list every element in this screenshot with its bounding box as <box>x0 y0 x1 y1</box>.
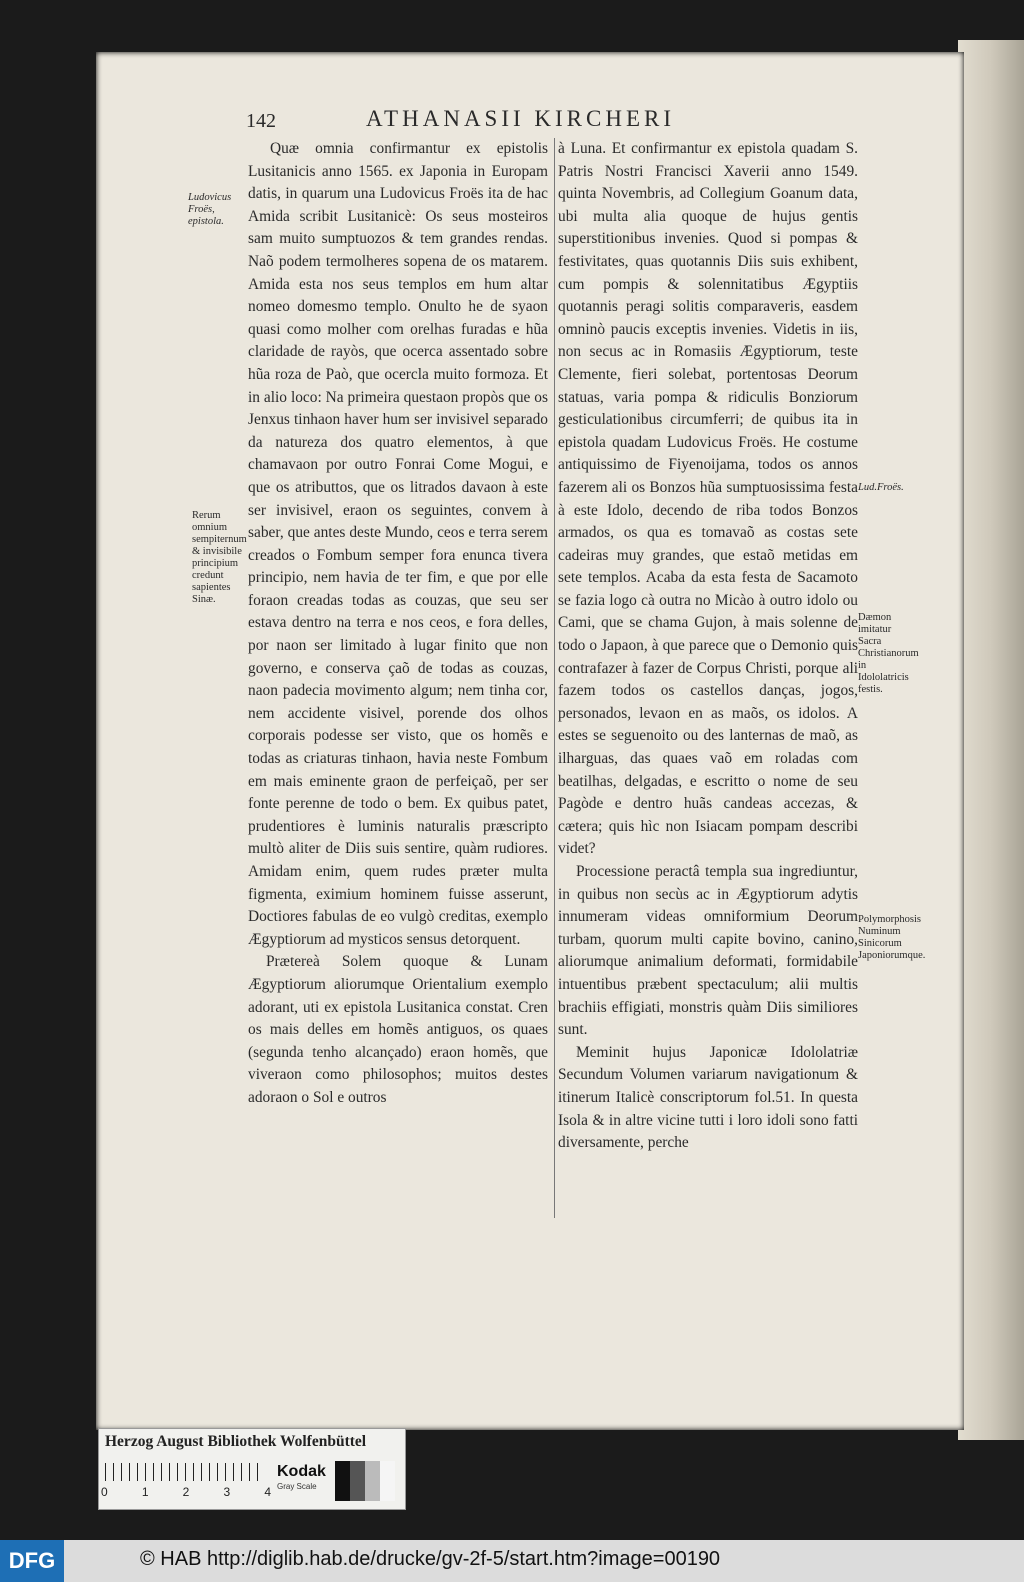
ruler-number: 3 <box>223 1485 231 1499</box>
paragraph: Processione peractâ templa sua ingrediuntur, in quibus non secùs ac in Ægyptiorum adytis innumeram videas omniformium Deorum turbam, quorum multi capite bovino, canino, aliorumque animalium deformati, formidabile intuentibus præbent spectaculum; alii multis brachiis effigiati, monstris quàm Diis similiores sunt. <box>558 863 858 1039</box>
ruler <box>105 1463 265 1481</box>
footer-bar <box>0 1540 1024 1582</box>
margin-note: Dæmon imitatur Sacra Christianorum in Idololatricis festis. <box>858 612 919 695</box>
margin-note: Polymorphosis Numinum Sinicorum Japoniorumque. <box>858 914 926 961</box>
paragraph: Prætereà Solem quoque & Lunam Ægyptiorum aliorumque Orientalium exemplo adorant, uti ex epistola Lusitanica constat. Cren os mais delles em homẽs antiguos, os quaes (segunda tenho alcançado) eraon homẽs, que viveraon como philosophos; muitos destes adoraon o Sol e outros <box>248 953 548 1106</box>
paragraph: Quæ omnia confirmantur ex epistolis Lusitanicis anno 1565. ex Japonia in Europam datis, in quarum una Ludovicus Froës ita de hac Amida scribit Lusitanicè: Os seus mosteiros sam muito sumptuozos & tem grandes rendas. Naõ podem termolheres sopena de os matarem. Amida esta nos seus templos em hum altar nomeo domesmo templo. Onulto he de syaon quasi como molher com orelhas furadas e hũa claridade de rayòs, que ocerca assentado sobre hũa roza de Paò, que ocercla muito formoza. Et in alio loco: Na primeira questaon propòs que os Jenxus tinhaon haver hum ser invisivel separado da natureza dos quatro elementos, à que chamavaon por outro Fonrai Come Mogui, e que os atributtos, que os litrados davaon à este ser invisivel, eraon os seguintes, convem à saber, que antes deste Mundo, ceos e terra serem creados o Fombum semper fora enunca tivera principio, nem havia de ter fim, e que por elle foraon creadas todas as couzas, que seu ser estava dentro na terra e nos ceos, e fora delles, por naon ser limitado à lugar finito que non governo, e conserva çaõ de todas as couzas, naon padecia movimento algum; nem tinha cor, nem accidente visivel, porende dos olhos corporais podesse ser visto, que os homẽs e todas as criaturas tinhaon, havia neste Fombum em mais eminente graon de perfeiçaõ, per ser fonte perenne de todo o bem. Ex quibus patet, prudentiores è luminis naturalis præscripto multò aliter de Diis suis sentire, quàm rudiores. Amidam enim, quem rudes præter multa figmenta, eximium hominem fuisse asserunt, Doctiores fabulas de eo vulgò creditas, exemplo Ægyptiorum ad mysticos sensus detorquent. <box>248 140 548 948</box>
margin-note: Ludovicus Froës, epistola. <box>188 192 232 227</box>
margin-note: Rerum omnium sempiternum & invisibile principium credunt sapientes Sinæ. <box>192 510 247 605</box>
margin-note: Lud.Froës. <box>858 482 904 493</box>
ruler-numbers <box>101 1485 271 1499</box>
left-text-column <box>248 138 548 1110</box>
ruler-number: 4 <box>264 1485 271 1499</box>
dfg-logo: DFG <box>0 1540 64 1582</box>
library-color-bar <box>98 1428 406 1510</box>
page-header <box>246 106 946 134</box>
gray-scale-patches <box>335 1461 395 1501</box>
ruler-number: 0 <box>101 1485 108 1499</box>
paragraph: Meminit hujus Japonicæ Idololatriæ Secundum Volumen variarum navigationum & itinerum Italicè conscriptorum fol.51. In questa Isola & in altre vicine tutti i loro idoli sono fatti diversamente, perche <box>558 1043 858 1152</box>
ruler-number: 2 <box>182 1485 190 1499</box>
gray-scale-label: Gray Scale <box>277 1482 317 1491</box>
running-title: ATHANASII KIRCHERI <box>366 106 676 131</box>
column-divider <box>554 138 555 1218</box>
kodak-label: Kodak <box>277 1463 326 1480</box>
copyright-link[interactable]: © HAB http://diglib.hab.de/drucke/gv-2f-5/start.htm?image=00190 <box>140 1548 721 1570</box>
ruler-number: 1 <box>141 1485 149 1499</box>
page-number: 142 <box>246 110 276 132</box>
right-text-column <box>558 138 858 1155</box>
library-name: Herzog August Bibliothek Wolfenbüttel <box>105 1433 367 1450</box>
book-page <box>96 52 964 1430</box>
adjacent-page-edge <box>958 40 1024 1440</box>
paragraph: à Luna. Et confirmantur ex epistola quadam S. Patris Nostri Francisci Xaverii anno 1549. quinta Novembris, ad Collegium Goanum data, ubi multa alia quoque de hujus gentis superstitionibus invenies. Quod si pompas & festivitates, quas quotannis Diis suis exhibent, cum pompis & solennitatibus Ægyptiis quotannis peragi solitis comparaveris, easdem omninò paucis exceptis invenies. Videtis in iis, non secus ac in Romasiis Ægyptiorum, teste Clemente, fieri solebat, portentosas Deorum statuas, varia pompa & ridiculis Bonziorum gesticulationibus circumferri; de quibus ita in epistola quadam Ludovicus Froës. He costume antiquissimo de Fiyenoijama, todos os annos fazerem ali os Bonzos hũa sumptuosissima festa à este Idolo, decendo de riba todos Bonzos armados, os qua es tomavaõ as costas sete cadeiras muy grandes, que estaõ metidas em sete templos. Acaba da esta festa de Sacamoto se fazia logo cà outra no Micào à outro idolo ou Cami, que se chama Gujon, à mais solenne de todo o Japaon, à que parece que o Demonio quis contrafazer à fazer de Corpus Christi, porque ali fazem todos os castellos danças, jogos, personados, levaon en as maõs, os idolos. A estes se seguenoito ou des lanternas de maõ, as ilharguas, das quaes vaõ em roladas com beatilhas, delgadas, e escritto o nome de seu Pagòde e dentro huãs candeas accezas, & cætera; quis hìc non Isiacam pompam describi videt? <box>558 140 858 858</box>
